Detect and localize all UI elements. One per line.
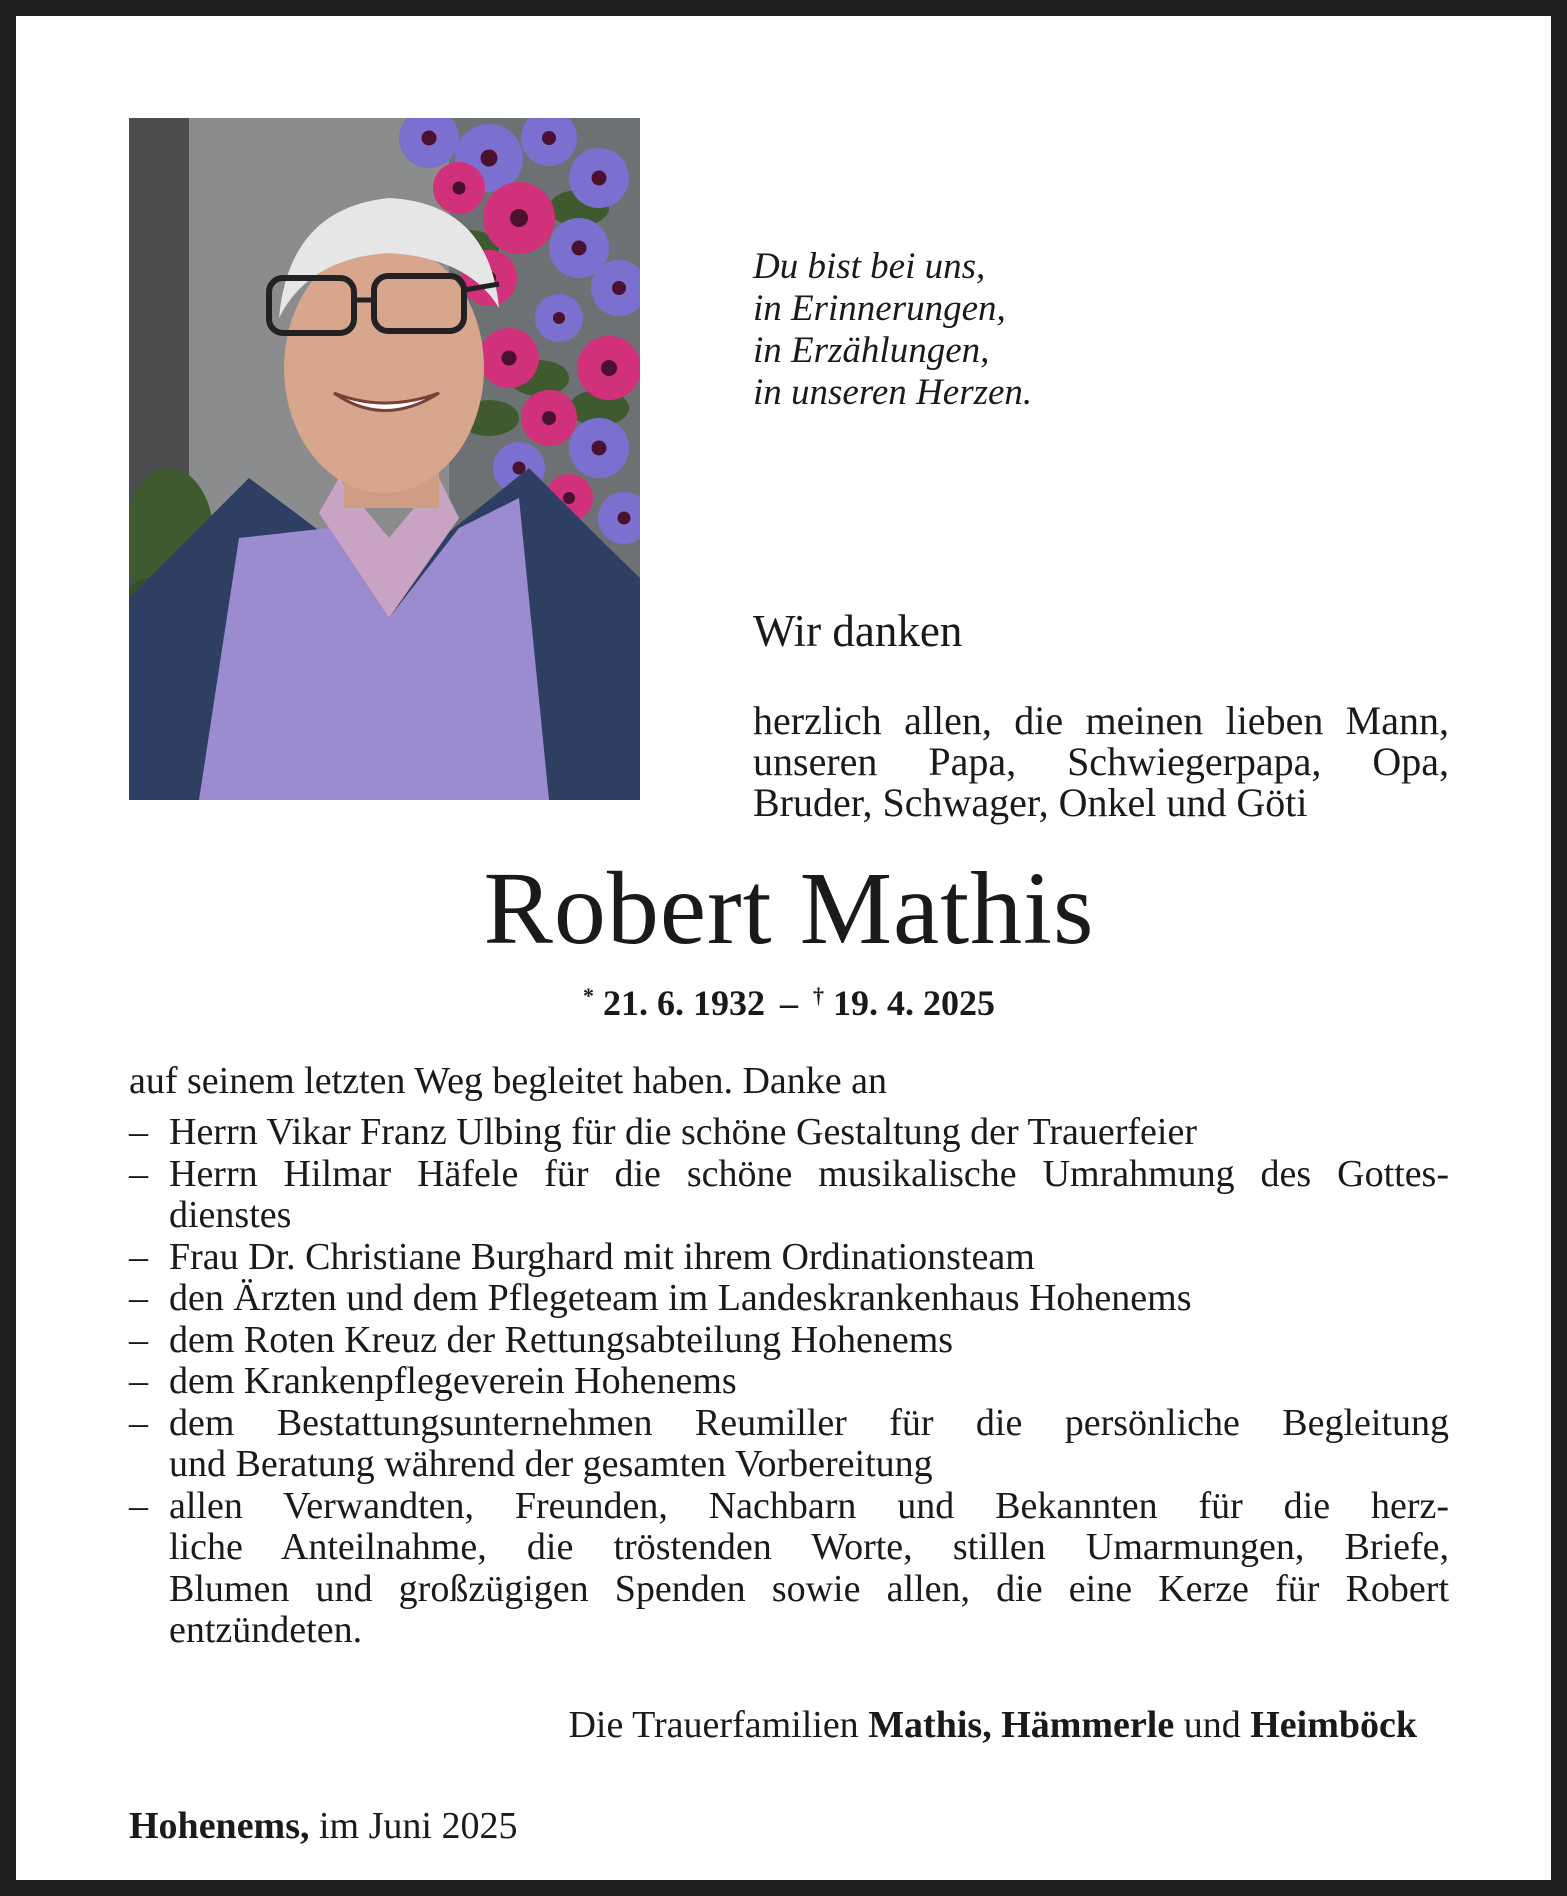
list-item-text bbox=[169, 1320, 1449, 1362]
signature-prefix: Die Trauerfamilien bbox=[568, 1704, 859, 1746]
list-item-text bbox=[169, 1154, 1449, 1237]
list-dash: – bbox=[129, 1277, 148, 1319]
flower-center bbox=[618, 512, 631, 525]
flower-center bbox=[453, 182, 466, 195]
birth-date: 21. 6. 1932 bbox=[603, 983, 765, 1023]
thanks-heading: Wir danken bbox=[753, 606, 963, 656]
list-item-line: dienstes bbox=[169, 1194, 292, 1236]
list-item-text bbox=[169, 1403, 1449, 1486]
list-item-text bbox=[169, 1112, 1449, 1154]
family-name: Hämmerle bbox=[1001, 1704, 1175, 1746]
flower-center bbox=[592, 441, 607, 456]
flower-center bbox=[553, 312, 565, 324]
thanks-list-item bbox=[129, 1278, 1449, 1320]
list-item-line: Herrn Hilmar Häfele für die schöne musikalische Umrahmung des Gottes- bbox=[169, 1152, 1449, 1195]
flower-center bbox=[510, 209, 528, 227]
list-item-line: dem Roten Kreuz der Rettungsabteilung Hohenems bbox=[169, 1318, 954, 1361]
list-item-line: den Ärzten und dem Pflegeteam im Landeskrankenhaus Hohenems bbox=[169, 1277, 1192, 1319]
motto-line: Du bist bei uns, bbox=[753, 246, 986, 287]
list-dash: – bbox=[129, 1484, 148, 1527]
signature bbox=[568, 1703, 1417, 1747]
motto-line: in Erzählungen, bbox=[753, 330, 990, 371]
list-item-line: entzündeten. bbox=[169, 1609, 363, 1651]
flower-center bbox=[572, 241, 587, 256]
flower-center bbox=[502, 351, 517, 366]
birth-symbol: * bbox=[583, 983, 594, 1008]
family-name: Mathis, bbox=[868, 1704, 992, 1746]
flower-center bbox=[592, 171, 607, 186]
list-item-text bbox=[169, 1486, 1449, 1652]
death-symbol: † bbox=[813, 983, 824, 1008]
list-item-line: Frau Dr. Christiane Burghard mit ihrem Ordinationsteam bbox=[169, 1235, 1035, 1278]
family-name: Heimböck bbox=[1250, 1704, 1417, 1746]
thanks-list-item bbox=[129, 1403, 1449, 1486]
list-dash: – bbox=[129, 1235, 148, 1278]
motto-line: in unseren Herzen. bbox=[753, 372, 1033, 413]
date: im Juni 2025 bbox=[319, 1805, 518, 1847]
place: Hohenems, bbox=[129, 1805, 310, 1847]
list-item-line: Blumen und großzügigen Spenden sowie allen, die eine Kerze für Robert bbox=[169, 1567, 1449, 1610]
flower-center bbox=[422, 131, 437, 146]
thanks-intro bbox=[753, 700, 1449, 823]
death-date: 19. 4. 2025 bbox=[833, 983, 995, 1023]
thanks-list-item bbox=[129, 1486, 1449, 1652]
list-item-text bbox=[169, 1278, 1449, 1320]
thanks-list-item bbox=[129, 1361, 1449, 1403]
motto-verse bbox=[753, 246, 1032, 414]
list-dash: – bbox=[129, 1318, 148, 1361]
thanks-intro-line: Bruder, Schwager, Onkel und Göti bbox=[753, 780, 1308, 825]
date-separator: – bbox=[780, 983, 798, 1023]
list-item-line: dem Bestattungsunternehmen Reumiller für die persönliche Begleitung bbox=[169, 1401, 1449, 1444]
thanks-intro-line: unseren Papa, Schwiegerpapa, Opa, bbox=[753, 739, 1449, 784]
thanks-list-item bbox=[129, 1320, 1449, 1362]
flower-center bbox=[563, 492, 575, 504]
body-intro: auf seinem letzten Weg begleitet haben. Danke an bbox=[129, 1060, 888, 1102]
life-dates bbox=[129, 976, 1449, 1023]
motto-line: in Erinnerungen, bbox=[753, 288, 1006, 329]
flower-center bbox=[481, 150, 498, 167]
list-dash: – bbox=[129, 1401, 148, 1444]
thanks-list-item bbox=[129, 1112, 1449, 1154]
list-item-line: liche Anteilnahme, die tröstenden Worte, stillen Umarmungen, Briefe, bbox=[169, 1526, 1449, 1568]
flower-center bbox=[542, 411, 556, 425]
thanks-intro-line: herzlich allen, die meinen lieben Mann, bbox=[753, 698, 1449, 743]
place-date bbox=[129, 1804, 517, 1848]
thanks-list-item bbox=[129, 1237, 1449, 1279]
list-item-text bbox=[169, 1361, 1449, 1403]
list-item-line: allen Verwandten, Freunden, Nachbarn und Bekannten für die herz- bbox=[169, 1484, 1449, 1527]
deceased-name: Robert Mathis bbox=[483, 851, 1095, 966]
flower-center bbox=[542, 131, 556, 145]
list-item-line: und Beratung während der gesamten Vorbereitung bbox=[169, 1443, 933, 1485]
list-dash: – bbox=[129, 1360, 148, 1402]
list-item-line: Herrn Vikar Franz Ulbing für die schöne Gestaltung der Trauerfeier bbox=[169, 1111, 1197, 1153]
list-dash: – bbox=[129, 1152, 148, 1195]
thanks-list bbox=[129, 1112, 1449, 1652]
list-item-text bbox=[169, 1237, 1449, 1279]
list-dash: – bbox=[129, 1111, 148, 1153]
flower-center bbox=[601, 360, 617, 376]
list-item-line: dem Krankenpflegeverein Hohenems bbox=[169, 1360, 737, 1402]
thanks-list-item bbox=[129, 1154, 1449, 1237]
flower-center bbox=[612, 281, 626, 295]
portrait-photo bbox=[129, 118, 640, 800]
signature-joiner: und bbox=[1183, 1704, 1241, 1746]
